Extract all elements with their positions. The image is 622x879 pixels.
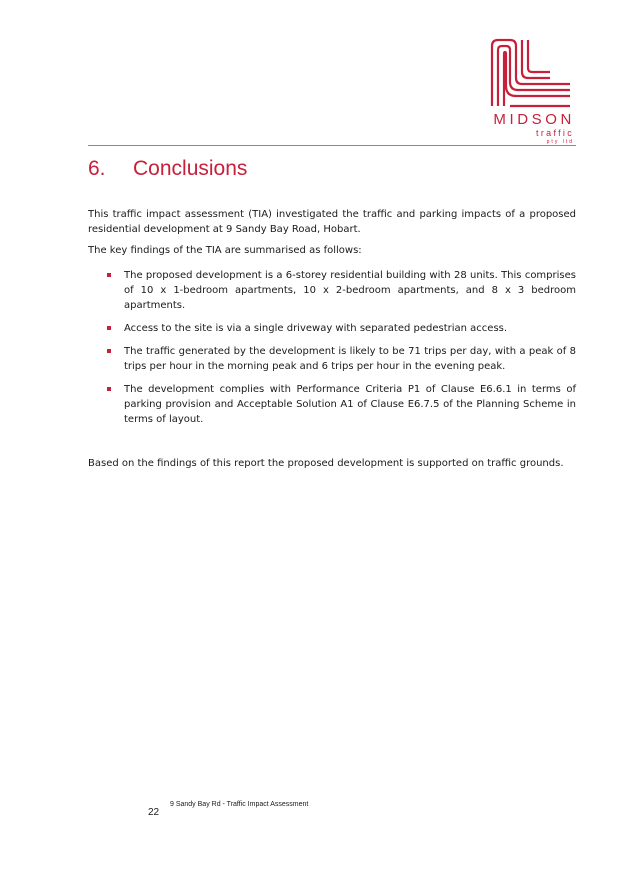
bullet-marker	[107, 273, 111, 277]
list-item	[88, 344, 576, 374]
closing-paragraph: Based on the findings of this report the proposed development is supported on traffic grounds.	[88, 458, 564, 469]
list-item	[88, 268, 576, 313]
midson-logo-mark	[490, 38, 572, 108]
intro-paragraph: This traffic impact assessment (TIA) investigated the traffic and parking impacts of a proposed residential development at 9 Sandy Bay Road, Hobart.	[88, 209, 576, 235]
section-number: 6.	[88, 157, 106, 180]
logo-subtitle: traffic	[536, 128, 574, 138]
finding-text: The traffic generated by the development is likely to be 71 trips per day, with a peak of 8 trips per hour in the morning peak and 6 trips per hour in the evening peak.	[124, 346, 576, 372]
list-item	[88, 321, 576, 336]
findings-list	[88, 268, 576, 427]
midson-logo	[484, 38, 584, 150]
header-divider	[88, 145, 576, 146]
finding-text: Access to the site is via a single driveway with separated pedestrian access.	[124, 323, 508, 334]
bullet-marker	[107, 326, 111, 330]
finding-text: The development complies with Performance Criteria P1 of Clause E6.6.1 in terms of parking provision and Acceptable Solution A1 of Clause E6.7.5 of the Planning Scheme in terms of layout.	[124, 384, 576, 425]
bullet-marker	[107, 387, 111, 391]
section-body	[88, 207, 576, 477]
list-item	[88, 382, 576, 427]
footer-document-title: 9 Sandy Bay Rd - Traffic Impact Assessment	[170, 801, 309, 808]
finding-text: The proposed development is a 6-storey residential building with 28 units. This comprises of 10 x 1-bedroom apartments, 10 x 2-bedroom apartments, and 8 x 3 bedroom apartments.	[124, 270, 576, 311]
section-heading	[88, 157, 247, 181]
section-title: Conclusions	[133, 157, 248, 180]
key-findings-lead: The key findings of the TIA are summarised as follows:	[88, 245, 362, 256]
page-number: 22	[148, 807, 160, 818]
logo-name: MIDSON	[493, 111, 575, 128]
bullet-marker	[107, 349, 111, 353]
logo-tagline: pty ltd	[546, 139, 574, 145]
